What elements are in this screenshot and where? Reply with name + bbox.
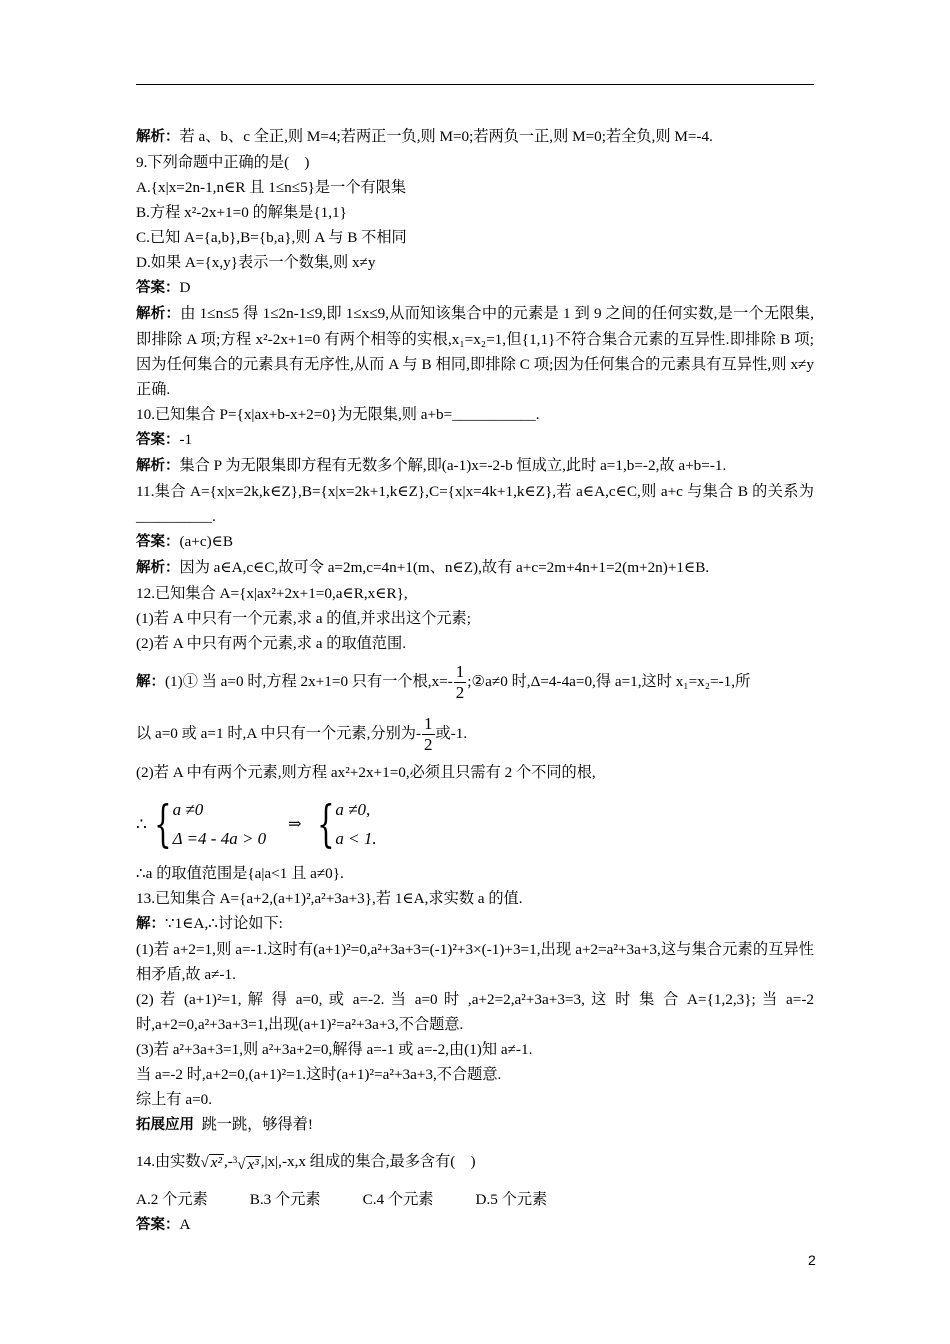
system-right: a ≠0, a < 1. bbox=[335, 800, 377, 848]
q9-option-c: C.已知 A={a,b},B={b,a},则 A 与 B 不相同 bbox=[136, 229, 407, 246]
q12-part2: (2)若 A 中只有两个元素,求 a 的取值范围. bbox=[136, 635, 406, 652]
q13-case2: (2) 若 (a+1)²=1, 解 得 a=0, 或 a=-2. 当 a=0 时 ,a+2=2,a²+3a+3=3, 这 时 集 合 A={1,2,3}; 当 a=-2 时,a+2=0,a²+3a+3=1,出现(a+1)²=a²+3a+3,不合题意. bbox=[136, 991, 814, 1033]
fraction-one-half: $\frac{1}{2}$ bbox=[424, 714, 433, 755]
q11-analysis: 解析：因为 a∈A,c∈C,故可令 a=2m,c=4n+1(m、n∈Z),故有 a+c=2m+4n+1=2(m+2n)+1∈B. bbox=[136, 559, 710, 576]
page-number: 2 bbox=[808, 1252, 816, 1268]
q13-solution-intro: 解：∵1∈A,∴讨论如下: bbox=[136, 915, 283, 932]
q9-analysis: 解析：由 1≤n≤5 得 1≤2n-1≤9,即 1≤x≤9,从而知该集合中的元素是 1 到 9 之间的任何实数,是一个无限集,即排除 A 项;方程 x²-2x+1=0 有两个相等的实根,x₁=x₂=1,但{1,1}不符合集合元素的互异性.即排除 B 项;因为任何集合的元素具有无序性,从而 A 与 B 相同,即排除 C 项;因为任何集合的元素具有互异性,则 x≠y 正确. bbox=[136, 305, 815, 398]
fraction-one-half: $\frac{1}{2}$ bbox=[455, 662, 465, 703]
extension-header: 拓展应用 跳一跳，够得着! bbox=[136, 1116, 313, 1133]
q9-option-a: A.{x|x=2n-1,n∈R 且 1≤n≤5}是一个有限集 bbox=[136, 179, 407, 196]
q11-stem: 11.集合 A={x|x=2k,k∈Z},B={x|x=2k+1,k∈Z},C={x|x=4k+1,k∈Z},若 a∈A,c∈C,则 a+c 与集合 B 的关系为__________. bbox=[136, 483, 814, 525]
q13-case3: (3)若 a²+3a+3=1,则 a²+3a+2=0,解得 a=-1 或 a=-2,由(1)知 a≠-1. bbox=[136, 1041, 533, 1058]
inequality-system bbox=[136, 793, 814, 855]
cube-root-expression: $^3$√ x³ bbox=[232, 1155, 259, 1173]
q12-result: ∴a 的取值范围是{a|a<1 且 a≠0}. bbox=[136, 865, 344, 882]
left-brace: { bbox=[316, 795, 335, 853]
q10-answer: 答案：-1 bbox=[136, 431, 193, 448]
left-brace: { bbox=[153, 795, 172, 853]
sqrt-expression: √ x² bbox=[200, 1154, 222, 1171]
q13-conclusion: 综上有 a=0. bbox=[136, 1091, 213, 1108]
q9-answer: 答案：D bbox=[136, 279, 191, 296]
q10-stem: 10.已知集合 P={x|ax+b-x+2=0}为无限集,则 a+b=___________. bbox=[136, 406, 540, 423]
q12-solution-line1: 解：(1)① 当 a=0 时,方程 2x+1=0 只有一个根,x=- $\frac{1}{2}$ ;②a≠0 时,Δ=4-4a=0,得 a=1,这时 x₁=x₂=-1,所 bbox=[136, 662, 751, 703]
q9-stem: 9.下列命题中正确的是( ) bbox=[136, 154, 310, 171]
q12-solution-line2: 以 a=0 或 a=1 时,A 中只有一个元素,分别为- $\frac{1}{2}$ 或-1. bbox=[136, 714, 468, 755]
q13-stem: 13.已知集合 A={a+2,(a+1)²,a²+3a+3},若 1∈A,求实数 a 的值. bbox=[136, 890, 523, 907]
system-left: a ≠0 Δ =4 - 4a > 0 bbox=[172, 800, 267, 848]
q12-part1: (1)若 A 中只有一个元素,求 a 的值,并求出这个元素; bbox=[136, 610, 471, 627]
implies-symbol: ⇒ bbox=[288, 815, 302, 833]
q14-stem: 14.由实数√ x² ,-$^3$√ x³ ,|x|,-x,x 组成的集合,最多含有( ) bbox=[136, 1138, 814, 1187]
q10-analysis: 解析：集合 P 为无限集即方程有无数多个解,即(a-1)x=-2-b 恒成立,此时 a=1,b=-2,故 a+b=-1. bbox=[136, 457, 727, 474]
q13-case3-check: 当 a=-2 时,a+2=0,(a+1)²=1.这时(a+1)²=a²+3a+3,不合题意. bbox=[136, 1066, 502, 1083]
q8-analysis: 解析：若 a、b、c 全正,则 M=4;若两正一负,则 M=0;若两负一正,则 M=0;若全负,则 M=-4. bbox=[136, 128, 713, 145]
q9-option-b: B.方程 x²-2x+1=0 的解集是{1,1} bbox=[136, 204, 347, 221]
therefore-symbol: ∴ bbox=[136, 814, 147, 834]
q14-options: A.2 个元素 B.3 个元素 C.4 个元素 D.5 个元素 bbox=[136, 1191, 548, 1208]
q13-case1: (1)若 a+2=1,则 a=-1.这时有(a+1)²=0,a²+3a+3=(-1)²+3×(-1)+3=1,出现 a+2=a²+3a+3,这与集合元素的互异性相矛盾,故 a≠-1. bbox=[136, 941, 814, 983]
q11-answer: 答案：(a+c)∈B bbox=[136, 533, 234, 550]
header-rule bbox=[136, 84, 814, 85]
q12-solution-part2: (2)若 A 中有两个元素,则方程 ax²+2x+1=0,必须且只需有 2 个不同的根, bbox=[136, 764, 596, 781]
page-content bbox=[136, 124, 814, 1238]
q14-answer: 答案：A bbox=[136, 1216, 191, 1233]
q9-option-d: D.如果 A={x,y}表示一个数集,则 x≠y bbox=[136, 254, 376, 271]
q12-stem: 12.已知集合 A={x|ax²+2x+1=0,a∈R,x∈R}, bbox=[136, 585, 408, 602]
